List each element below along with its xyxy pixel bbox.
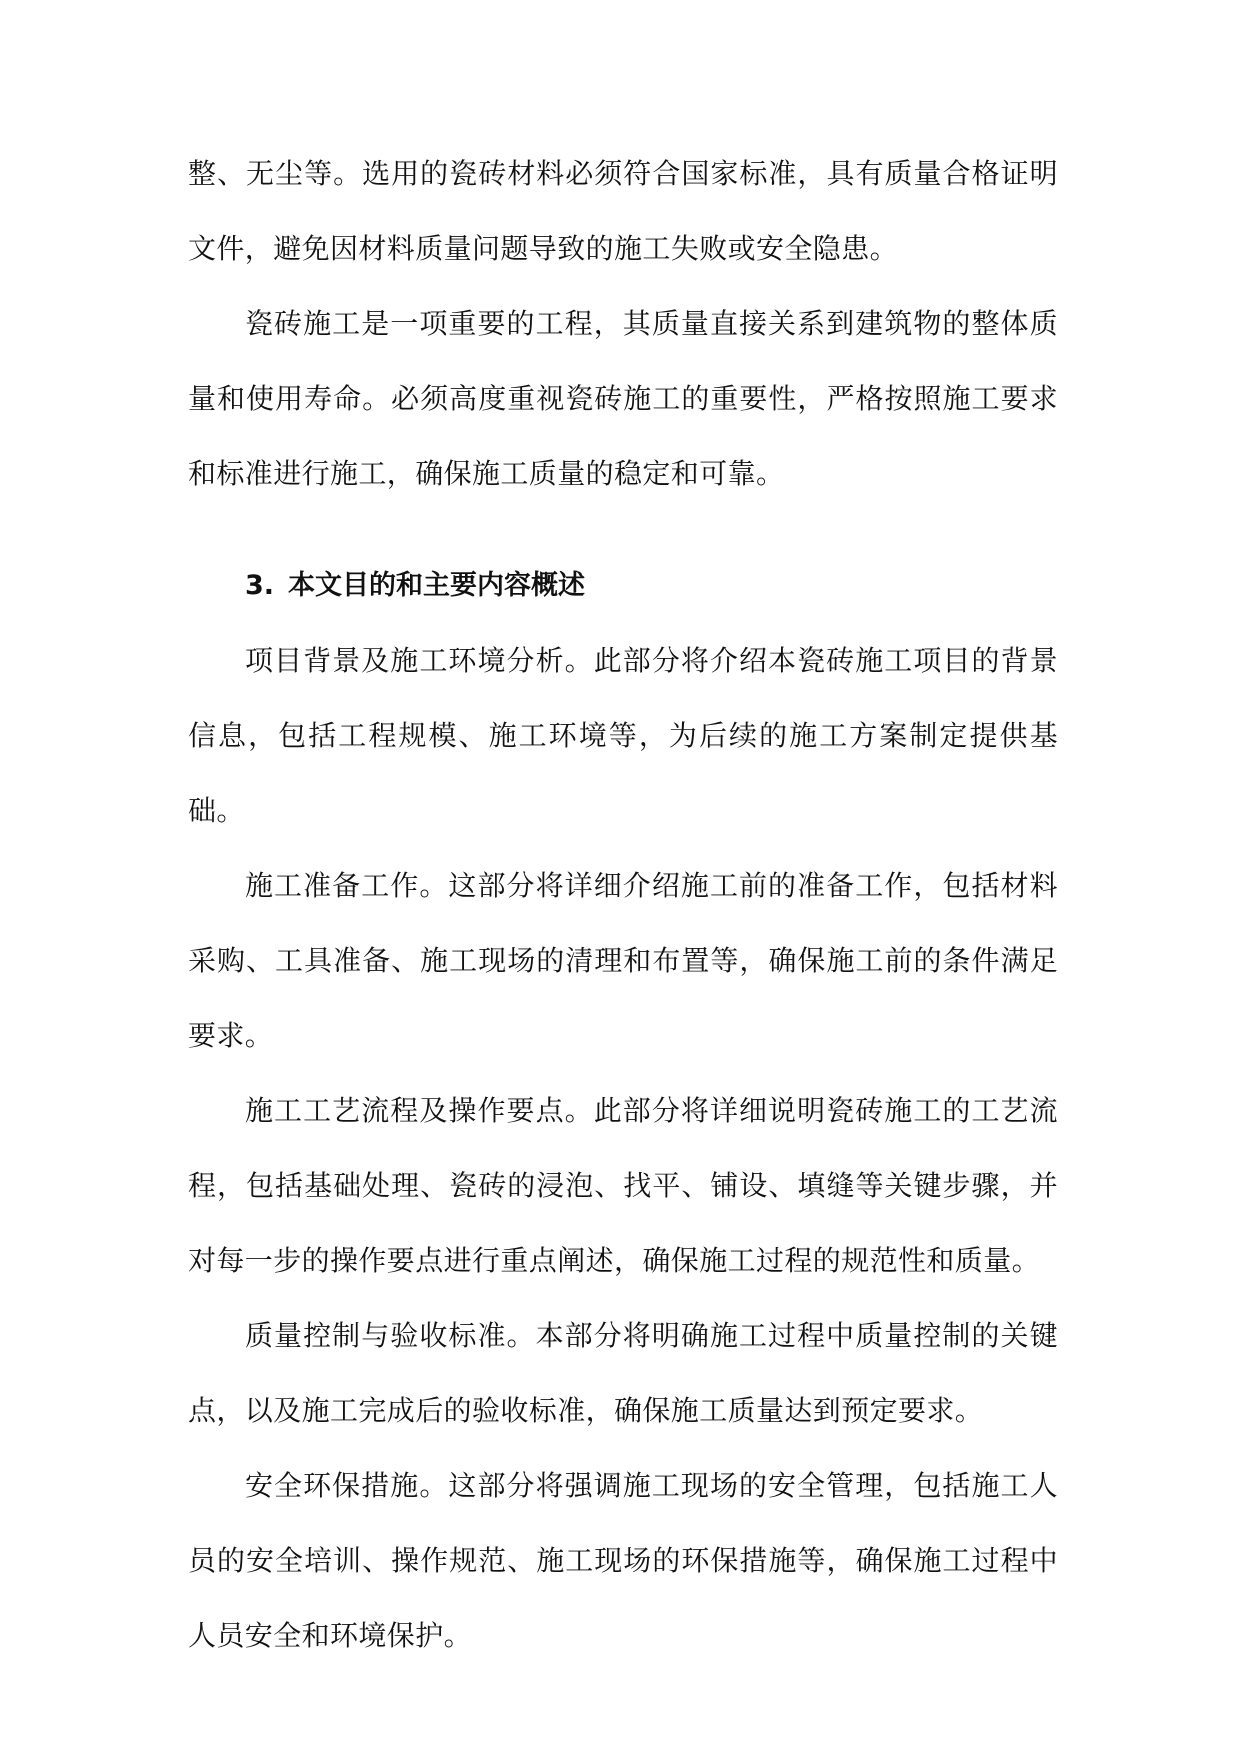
paragraph-project-background: 项目背景及施工环境分析。此部分将介绍本瓷砖施工项目的背景信息，包括工程规模、施工环境等，为后续的施工方案制定提供基础。 — [188, 644, 1058, 827]
section-heading — [188, 548, 1058, 623]
paragraph-importance: 瓷砖施工是一项重要的工程，其质量直接关系到建筑物的整体质量和使用寿命。必须高度重视瓷砖施工的重要性，严格按照施工要求和标准进行施工，确保施工质量的稳定和可靠。 — [188, 307, 1058, 490]
paragraph-preparation: 施工准备工作。这部分将详细介绍施工前的准备工作，包括材料采购、工具准备、施工现场的清理和布置等，确保施工前的条件满足要求。 — [188, 869, 1058, 1052]
section-title: 本文目的和主要内容概述 — [288, 570, 586, 601]
section-number: 3. — [245, 570, 275, 601]
document-body — [188, 136, 1058, 1673]
paragraph-process: 施工工艺流程及操作要点。此部分将详细说明瓷砖施工的工艺流程，包括基础处理、瓷砖的浸泡、找平、铺设、填缝等关键步骤，并对每一步的操作要点进行重点阐述，确保施工过程的规范性和质量。 — [188, 1094, 1058, 1277]
paragraph-continued: 整、无尘等。选用的瓷砖材料必须符合国家标准，具有质量合格证明文件，避免因材料质量问题导致的施工失败或安全隐患。 — [188, 157, 1058, 265]
paragraph-safety: 安全环保措施。这部分将强调施工现场的安全管理，包括施工人员的安全培训、操作规范、施工现场的环保措施等，确保施工过程中人员安全和环境保护。 — [188, 1469, 1058, 1652]
paragraph-quality-control: 质量控制与验收标准。本部分将明确施工过程中质量控制的关键点，以及施工完成后的验收标准，确保施工质量达到预定要求。 — [188, 1319, 1058, 1427]
